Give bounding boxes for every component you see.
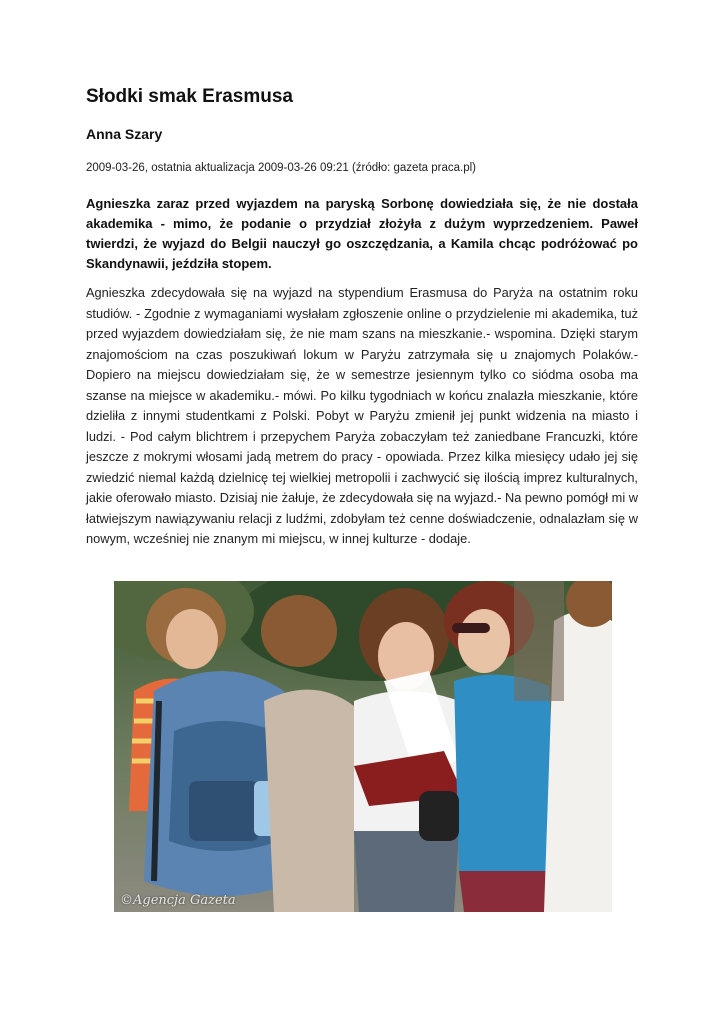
article-lead: Agnieszka zaraz przed wyjazdem na paryską Sorbonę dowiedziała się, że nie dostała akademika - mimo, że podanie o przydział złożyła z dużym wyprzedzeniem. Paweł twierdzi, że wyjazd do Belgii nauczył go oszczędzania, a Kamila chcąc podróżować po Skandynawii, jeździła stopem. xyxy=(86,196,638,271)
article-title: Słodki smak Erasmusa xyxy=(86,86,293,107)
article-body: Agnieszka zdecydowała się na wyjazd na stypendium Erasmusa do Paryża na ostatnim roku studiów. - Zgodnie z wymaganiami wysłałam zgłoszenie online o przydzielenie mi akademika, tuż przed wyjazdem dowiedziałam się, że nie mam szans na mieszkanie.- wspomina. Dzięki starym znajomościom na czas poszukiwań lokum w Paryżu zatrzymała się u znajomych Polaków.- Dopiero na miejscu dowiedziałam się, że w semestrze jesiennym tylko co siódma osoba ma szanse na miejsce w akademiku.- mówi. Po kilku tygodniach w końcu znalazła mieszkanie, które dzieliła z innymi studentkami z Polski. Pobyt w Paryżu zmienił jej punkt widzenia na miasto i ludzi. - Pod całym blichtrem i przepychem Paryża zobaczyłam też zaniedbane Francuzki, które jeszcze z mokrymi włosami jadą metrem do pracy - opowiada. Przez kilka miesięcy udało jej się zwiedzić niemal każdą dzielnicę tej wielkiej metropolii i zachwycić się ilością imprez kulturalnych, jakie oferowało miasto. Dzisiaj nie żałuje, że zdecydowała się na wyjazd.- Na pewno pomógł mi w łatwiejszym nawiązywaniu relacji z ludźmi, zdobyłam też cenne doświadczenie, odnalazłam się w nowym, wcześniej nie znanym mi miejscu, w innej kulturze - dodaje. xyxy=(86,285,638,546)
students-photo-illustration xyxy=(114,581,612,912)
article-photo xyxy=(114,581,612,912)
article-author: Anna Szary xyxy=(86,126,163,142)
article-dateline: 2009-03-26, ostatnia aktualizacja 2009-03-26 09:21 (źródło: gazeta praca.pl) xyxy=(86,162,476,174)
photo-credit: ©Agencja Gazeta xyxy=(120,893,236,908)
